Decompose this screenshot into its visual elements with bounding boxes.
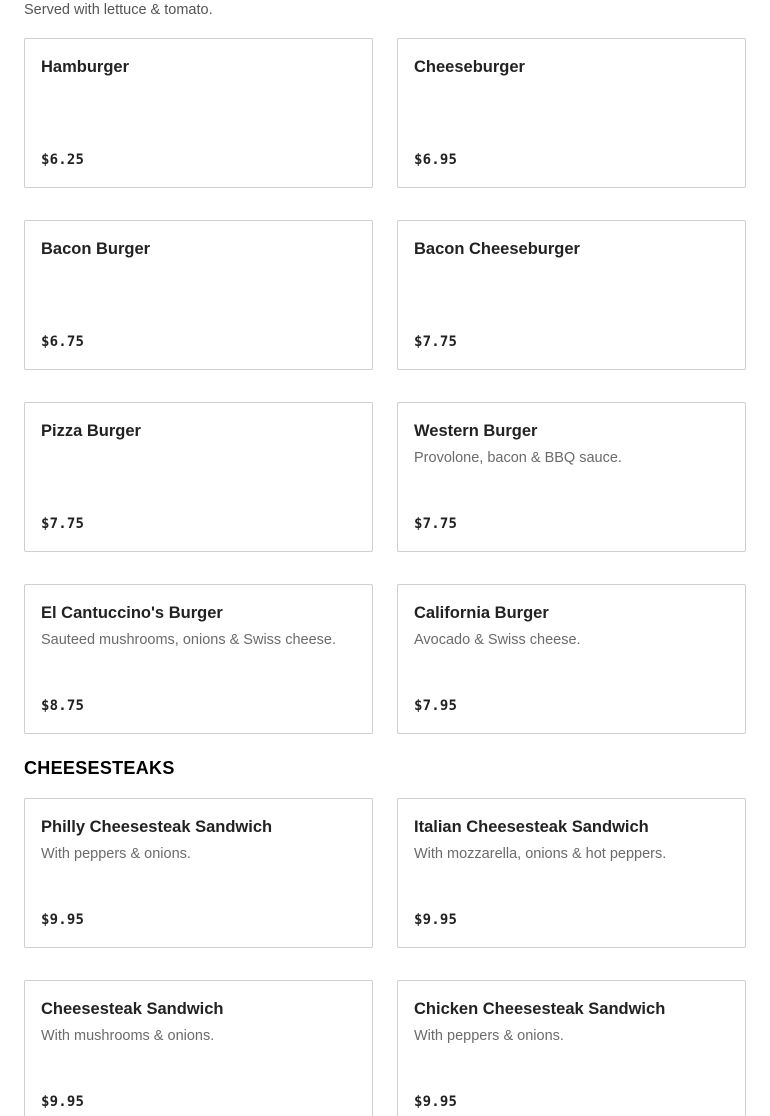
menu-item-name: Italian Cheesesteak Sandwich bbox=[414, 818, 649, 836]
menu-item-price: $9.95 bbox=[414, 912, 458, 928]
menu-item-price: $6.95 bbox=[414, 152, 458, 168]
menu-item-card[interactable] bbox=[24, 980, 373, 1116]
menu-item-name: Bacon Burger bbox=[41, 240, 151, 258]
menu-item-price: $9.95 bbox=[41, 912, 85, 928]
menu-item-card[interactable] bbox=[397, 402, 746, 552]
menu-item-description: Avocado & Swiss cheese. bbox=[414, 632, 581, 648]
menu-item-card[interactable] bbox=[24, 38, 373, 188]
menu-item-description: Sauteed mushrooms, onions & Swiss cheese. bbox=[41, 632, 336, 648]
menu-item-card[interactable] bbox=[397, 798, 746, 948]
menu-item-price: $6.25 bbox=[41, 152, 85, 168]
section-heading: CHEESESTEAKS bbox=[24, 758, 175, 778]
menu-item-card[interactable] bbox=[397, 980, 746, 1116]
menu-item-price: $9.95 bbox=[41, 1094, 85, 1110]
menu-item-description: With peppers & onions. bbox=[41, 846, 191, 862]
menu-item-name: Cheesesteak Sandwich bbox=[41, 1000, 224, 1018]
menu-item-price: $7.75 bbox=[41, 516, 85, 532]
menu-item-price: $6.75 bbox=[41, 334, 85, 350]
menu-item-name: Bacon Cheeseburger bbox=[414, 240, 580, 258]
menu-item-name: Western Burger bbox=[414, 422, 538, 440]
menu-item-card[interactable] bbox=[397, 220, 746, 370]
menu-item-card[interactable] bbox=[24, 584, 373, 734]
menu-item-name: El Cantuccino's Burger bbox=[41, 604, 223, 622]
menu-item-price: $9.95 bbox=[414, 1094, 458, 1110]
menu-item-card[interactable] bbox=[24, 220, 373, 370]
menu-item-price: $7.75 bbox=[414, 516, 458, 532]
menu-item-name: Philly Cheesesteak Sandwich bbox=[41, 818, 273, 836]
menu-item-description: With mozzarella, onions & hot peppers. bbox=[414, 846, 667, 862]
menu-item-card[interactable] bbox=[24, 402, 373, 552]
menu-item-price: $7.95 bbox=[414, 698, 458, 714]
menu-item-description: With peppers & onions. bbox=[414, 1028, 564, 1044]
menu-item-description: Provolone, bacon & BBQ sauce. bbox=[414, 450, 622, 466]
section-description: Served with lettuce & tomato. bbox=[24, 2, 213, 18]
menu-item-name: Pizza Burger bbox=[41, 422, 141, 440]
menu-item-card[interactable] bbox=[397, 584, 746, 734]
menu-item-description: With mushrooms & onions. bbox=[41, 1028, 215, 1044]
menu-item-name: Hamburger bbox=[41, 58, 130, 76]
menu-item-price: $7.75 bbox=[414, 334, 458, 350]
menu-item-name: Cheeseburger bbox=[414, 58, 525, 76]
menu-item-card[interactable] bbox=[24, 798, 373, 948]
menu-item-price: $8.75 bbox=[41, 698, 85, 714]
menu-item-name: California Burger bbox=[414, 604, 549, 622]
menu-item-name: Chicken Cheesesteak Sandwich bbox=[414, 1000, 666, 1018]
menu-item-card[interactable] bbox=[397, 38, 746, 188]
